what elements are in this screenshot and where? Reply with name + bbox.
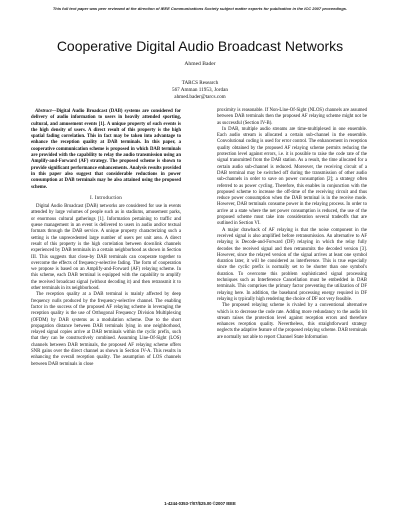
paper-title: Cooperative Digital Audio Broadcast Networks: [56, 38, 344, 54]
affiliation-org: TARCS Research: [181, 80, 219, 86]
intro-paragraph-1: Digital Audio Broadcast (DAB) networks are considered for use in events attended by large volumes of people such as in stadiums, amusement parks, or enormous cultural gatherings [1]. Information pertaining to traffic and queue management in an event is delivered to users in audio and/or textual formats through the DAB service. A unique property characterizing such a setting is the unprecedented large number of users per unit area. A direct result of this property is the high correlation between downlink channels experienced by DAB terminals in a certain neighborhood as shown in Section III. This suggests that close-by DAB terminals can cooperate together to overcome the effects of frequency-selective fading. The form of cooperation we propose is based on an Amplify-and-Forward (AF) relaying scheme. In this scheme, each DAB terminal is equipped with the capability to amplify the received broadcast signal (without decoding it) and then retransmit it to other terminals in its neighborhood.: [31, 204, 181, 292]
abstract-text: —Digital Audio Broadcast (DAB) systems are considered for delivery of audio information to users in heavily attended sporting, cultural, and amusement events [1]. A unique property of such events is the high density of users. A direct result of this property is the high spatial fading correlation. This in fact may be taken into advantage to enhance the reception quality at DAB terminals. In this paper, a cooperative communication scheme is proposed in which DAB terminals are provided with the capability to relay the audio transmission using an Amplify-and-Forward (AF) strategy. The proposed scheme is shown to provide significant performance enhancements. Analysis results provided in this paper also suggest that considerable reductions in power consumption at DAB terminals may be also attained using the proposed scheme.: [31, 109, 181, 190]
peer-review-banner: This full text paper was peer reviewed at the direction of IEEE Communications Society subject matter experts for publication in the ICC 2007 proceedings.: [52, 6, 348, 11]
abstract: [31, 109, 181, 191]
affiliation-email: ahmed.bader@tarcs.com: [174, 94, 226, 100]
left-column: [31, 109, 181, 368]
right-column: [217, 108, 367, 341]
section-heading-introduction: I. Introduction: [90, 195, 122, 201]
author-affiliation: [0, 80, 400, 101]
right-paragraph-4: The proposed relaying scheme is rivaled by a conventional alternative which is to decrease the code rate. Adding more redundancy to the audio bit stream raises the protection level against reception errors and therefore enhances reception quality. Nevertheless, this straightforward strategy neglects the adaptive feature of the proposed relaying scheme. DAB terminals are normally not able to report Channel State Information: [217, 303, 367, 340]
copyright-footer: 1-4244-0353-7/07/$25.00 ©2007 IEEE: [164, 501, 236, 506]
abstract-lead: Abstract: [35, 109, 52, 114]
intro-paragraph-2: The reception quality at a DAB terminal is mainly affected by deep frequency nulls produced by the frequency-selective channel. The enabling factor in the success of the proposed AF relaying scheme in leveraging the reception quality is the use of Orthogonal Frequency Division Multiplexing (OFDM) by DAB systems as a modulation scheme. Due to the short propagation distance between DAB terminals lying in one neighborhood, relayed signal copies arrive at DAB terminals within the cyclic prefix, such that they can be constructively combined. Assuming Line-Of-Sight (LOS) channels between DAB terminals, the proposed AF relaying scheme offers SNR gains over the direct channel as shown in Section IV-A. This results in enhancing the overall reception quality. The assumption of LOS channels between DAB terminals in close: [31, 292, 181, 367]
right-paragraph-2: In DAB, multiple audio streams are time-multiplexed in one ensemble. Each audio stream is allocated a certain sub-channel in the ensemble. Convolutional coding is used for error control. The enhancement in reception quality obtained by the proposed AF relaying scheme permits reducing the protection level against errors, i.e. it is possible to raise the code rate of the signal transmitted from the DAB station. As a result, the time allocated for a certain audio sub-channel is reduced. Moreover, the receiving circuit of a DAB terminal may be switched off during the transmission of other audio sub-channels in order to save on power consumption [2]; a strategy often referred to as power cycling. Therefore, this enables in conjunction with the proposed scheme to increase the off-time of the receiving circuit and thus reduce power consumption when the DAB terminal is in the receive mode. However, DAB terminals consume power in the relaying process. In order to arrive at a state where the net power consumption is reduced, the use of the proposed scheme must take into consideration several tradeoffs that are outlined in Section VI.: [217, 126, 367, 227]
right-paragraph-3: A major drawback of AF relaying is that the noise component in the received signal is also amplified before retransmission. An alternative to AF relaying is Decode-and-Forward (DF) relaying in which the relay fully decodes the received signal and then retransmits the decoded version [3]. However, since the relayed version of the signal arrives at least one symbol duration later, it will be considered as interference. This is true especially since the cyclic prefix is normally set to be shorter than one symbol's duration. To overcome this problem sophisticated signal processing techniques such as Interference Cancellation must be embedded in DAB terminals. This comprises the primary factor preventing the utilization of DF relaying here. In addition, the baseband processing energy required in DF relaying is typically high rendering the choice of DF not very feasible.: [217, 227, 367, 302]
author-name: Ahmed Bader: [184, 61, 216, 67]
right-paragraph-1: proximity is reasonable. If Non-Line-Of-Sight (NLOS) channels are assumed between DAB terminals then the proposed AF relaying scheme might not be as successful (Section IV-B).: [217, 108, 367, 126]
affiliation-address: 567 Amman 11953, Jordan: [171, 87, 228, 93]
